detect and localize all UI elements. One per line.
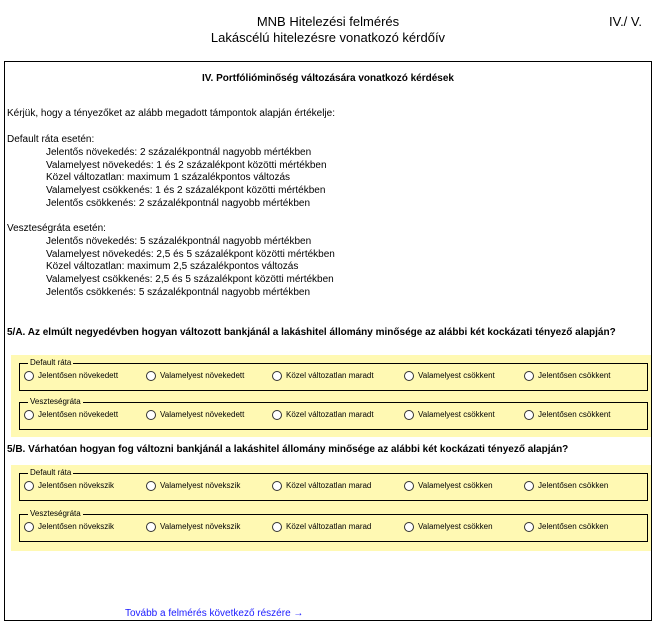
option-label: Jelentősen csökkent [538, 410, 611, 419]
radio-button[interactable] [404, 371, 414, 381]
default-guideline-item: Jelentős növekedés: 2 százalékpontnál nagyobb mértékben [46, 146, 312, 158]
radio-button[interactable] [524, 522, 534, 532]
question-5a: 5/A. Az elmúlt negyedévben hogyan változott bankjánál a lakáshitel állomány minősége az alábbi két kockázati tényező alapján? [7, 327, 616, 338]
q5a-default-option-5[interactable] [524, 371, 611, 381]
radio-button[interactable] [404, 522, 414, 532]
loss-group-title: Veszteségráta esetén: [7, 223, 106, 234]
radio-button[interactable] [404, 410, 414, 420]
q5a-default-option-1[interactable] [24, 371, 118, 381]
section-title: IV. Portfólióminőség változására vonatkozó kérdések [202, 73, 454, 84]
option-label: Közel változatlan marad [286, 522, 372, 531]
radio-button[interactable] [24, 522, 34, 532]
q5b-loss-option-5[interactable] [524, 522, 608, 532]
q5b-default-rate-legend: Default ráta [30, 468, 72, 477]
q5a-default-rate-group [19, 358, 648, 391]
option-label: Jelentősen növekedett [38, 371, 119, 380]
option-label: Valamelyest csökken [418, 522, 493, 531]
default-guideline-item: Közel változatlan: maximum 1 százalékpontos változás [46, 172, 291, 184]
q5a-default-rate-legend: Default ráta [30, 358, 72, 367]
option-label: Valamelyest csökken [418, 481, 493, 490]
option-label: Jelentősen növekedett [38, 410, 119, 419]
loss-guideline-item: Valamelyest növekedés: 2,5 és 5 százalékpont közötti mértékben [46, 248, 335, 260]
q5b-default-option-5[interactable] [524, 481, 608, 491]
radio-button[interactable] [404, 481, 414, 491]
option-label: Valamelyest növekedett [160, 371, 245, 380]
option-label: Valamelyest csökkent [418, 371, 495, 380]
option-label: Valamelyest növekedett [160, 410, 245, 419]
q5a-loss-rate-group [19, 397, 648, 430]
option-label: Jelentősen növekszik [38, 522, 115, 531]
q5b-default-option-3[interactable] [272, 481, 371, 491]
q5a-default-option-2[interactable] [146, 371, 244, 381]
radio-button[interactable] [524, 410, 534, 420]
q5a-loss-option-4[interactable] [404, 410, 495, 420]
option-label: Jelentősen csökkent [538, 371, 611, 380]
next-section-link[interactable]: Tovább a felmérés következő részére → [125, 608, 304, 619]
radio-button[interactable] [524, 481, 534, 491]
option-label: Közel változatlan maradt [286, 410, 374, 419]
radio-button[interactable] [524, 371, 534, 381]
loss-guideline-item: Jelentős növekedés: 5 százalékpontnál nagyobb mértékben [46, 235, 312, 247]
radio-button[interactable] [272, 522, 282, 532]
radio-button[interactable] [272, 481, 282, 491]
q5b-default-option-2[interactable] [146, 481, 240, 491]
intro-text: Kérjük, hogy a tényezőket az alább megadott támpontok alapján értékelje: [7, 108, 335, 119]
radio-button[interactable] [272, 371, 282, 381]
question-5b: 5/B. Várhatóan hogyan fog változni bankjánál a lakáshitel állomány minősége az alábbi két kockázati tényező alapján? [7, 444, 569, 455]
q5a-loss-rate-legend: Veszteségráta [30, 397, 81, 406]
survey-subtitle: Lakáscélú hitelezésre vonatkozó kérdőív [210, 30, 446, 45]
q5a-loss-option-5[interactable] [524, 410, 611, 420]
q5b-loss-rate-group [19, 509, 648, 542]
default-guideline-item: Jelentős csökkenés: 2 százalékpontnál nagyobb mértékben [46, 198, 311, 209]
radio-button[interactable] [24, 371, 34, 381]
q5a-loss-option-1[interactable] [24, 410, 118, 420]
q5a-default-option-4[interactable] [404, 371, 495, 381]
radio-button[interactable] [146, 371, 156, 381]
loss-guideline-item: Valamelyest csökkenés: 2,5 és 5 százalékpont közötti mértékben [46, 274, 334, 286]
loss-guideline-item: Közel változatlan: maximum 2,5 százalékpontos változás [46, 261, 299, 273]
q5a-loss-option-2[interactable] [146, 410, 244, 420]
radio-button[interactable] [146, 522, 156, 532]
default-guideline-item: Valamelyest növekedés: 1 és 2 százalékpont közötti mértékben [46, 159, 327, 171]
option-label: Valamelyest növekszik [160, 481, 241, 490]
q5b-loss-option-1[interactable] [24, 522, 114, 532]
radio-button[interactable] [146, 410, 156, 420]
default-group-title: Default ráta esetén: [7, 134, 95, 145]
option-label: Jelentősen csökken [538, 522, 609, 531]
q5b-loss-option-4[interactable] [404, 522, 493, 532]
survey-header [0, 14, 656, 46]
survey-title: MNB Hitelezési felmérés [256, 14, 400, 29]
questionnaire-frame [4, 61, 652, 621]
question-5b-answer-area [11, 465, 651, 551]
q5b-default-option-4[interactable] [404, 481, 493, 491]
loss-guideline-item: Jelentős csökkenés: 5 százalékpontnál nagyobb mértékben [46, 287, 311, 298]
option-label: Valamelyest növekszik [160, 522, 241, 531]
option-label: Jelentősen növekszik [38, 481, 115, 490]
radio-button[interactable] [146, 481, 156, 491]
q5b-loss-option-2[interactable] [146, 522, 240, 532]
q5b-loss-rate-legend: Veszteségráta [30, 509, 81, 518]
question-5a-answer-area [11, 355, 651, 437]
radio-button[interactable] [24, 481, 34, 491]
q5b-loss-option-3[interactable] [272, 522, 371, 532]
default-guideline-item: Valamelyest csökkenés: 1 és 2 százalékpont közötti mértékben [46, 185, 326, 197]
radio-button[interactable] [272, 410, 282, 420]
page-number: IV./ V. [608, 14, 642, 29]
q5a-default-option-3[interactable] [272, 371, 374, 381]
radio-button[interactable] [24, 410, 34, 420]
option-label: Valamelyest csökkent [418, 410, 495, 419]
option-label: Közel változatlan maradt [286, 371, 374, 380]
option-label: Közel változatlan marad [286, 481, 372, 490]
q5b-default-rate-group [19, 468, 648, 501]
q5a-loss-option-3[interactable] [272, 410, 374, 420]
q5b-default-option-1[interactable] [24, 481, 114, 491]
option-label: Jelentősen csökken [538, 481, 609, 490]
